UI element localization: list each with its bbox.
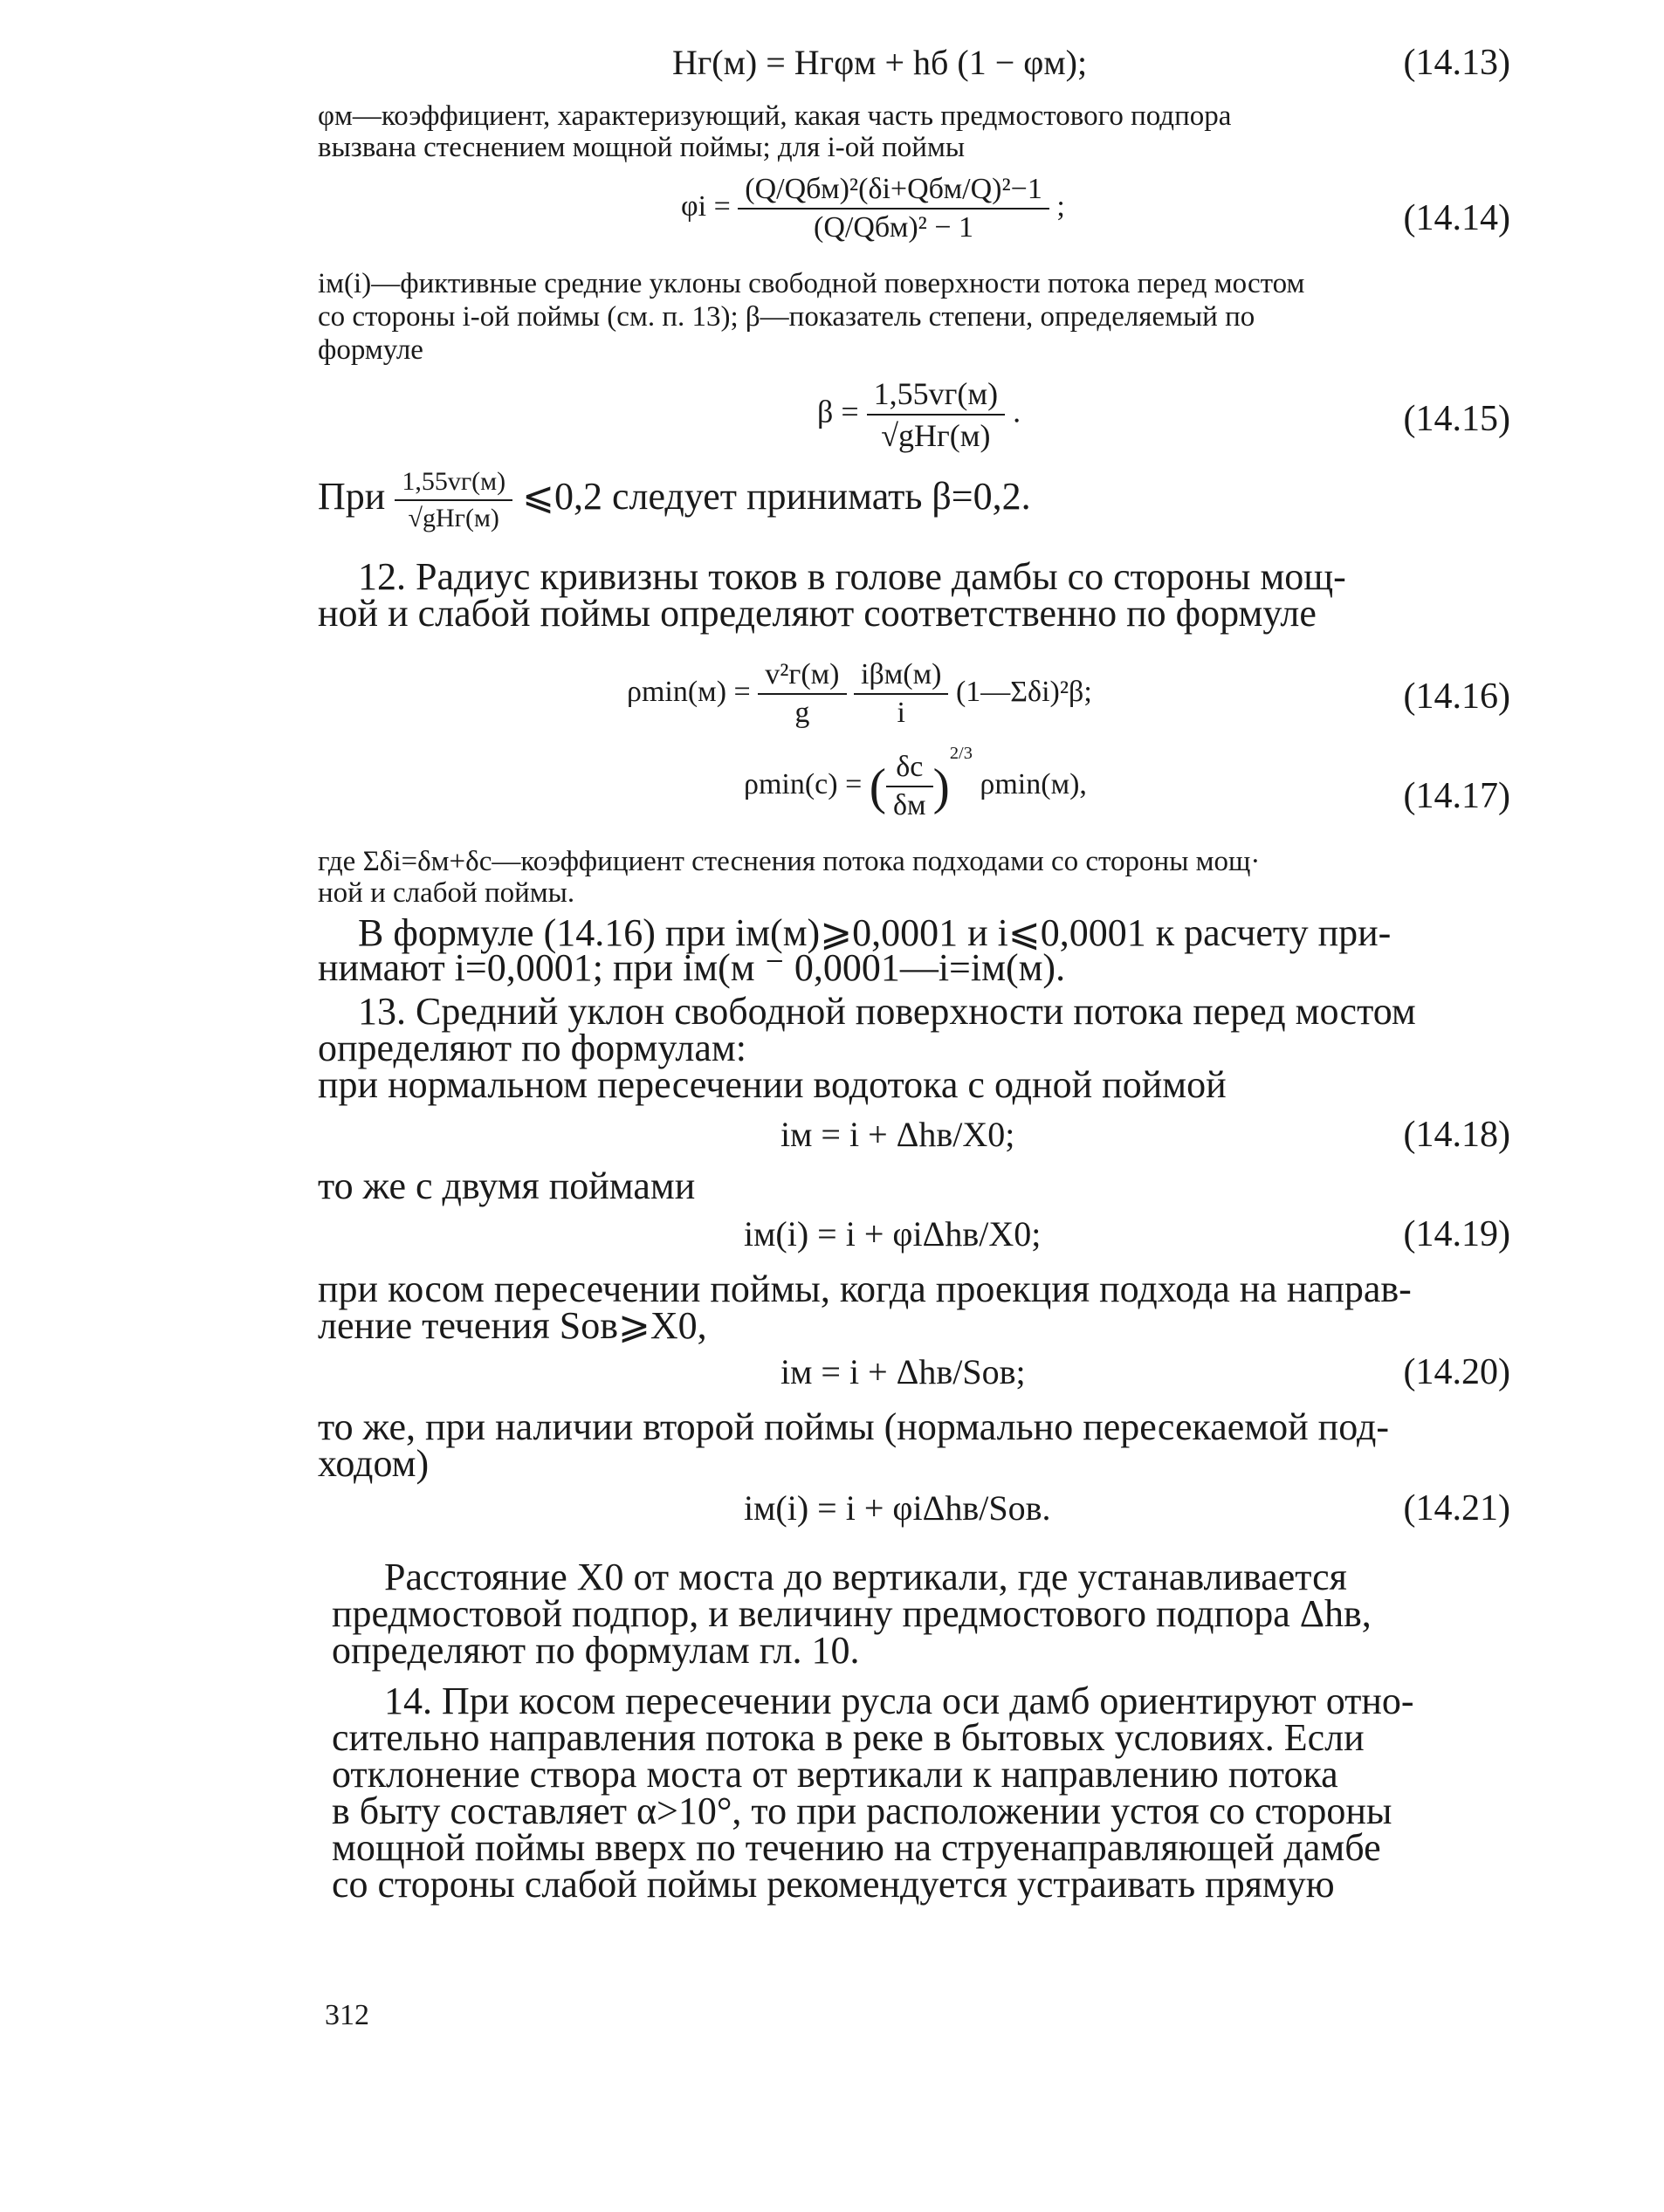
equation-14-20: iм = i + Δhв/Sов; xyxy=(780,1352,1026,1391)
text-line: вызвана стеснением мощной поймы; для i-ой поймы xyxy=(318,132,966,163)
paragraph-line: ходом) xyxy=(318,1442,430,1485)
equation-number: (14.20) xyxy=(1403,1352,1510,1392)
paragraph-line: определяют по формулам: xyxy=(318,1027,746,1069)
paragraph-line: предмостовой подпор, и величину предмостового подпора Δhв, xyxy=(332,1592,1372,1635)
equation-number: (14.13) xyxy=(1403,43,1510,83)
text-line: то же с двумя поймами xyxy=(318,1164,696,1207)
fraction: $\frac{1,55vг(м)}{\text{√gHг(м)}}$ xyxy=(395,466,512,534)
fraction: $\frac{\text{(Q/Qбм)²(δi+Qбм/Q)²−1}}{\text{(Q/Qбм)² − 1}}$ xyxy=(738,173,1049,244)
equation-number: (14.19) xyxy=(1403,1214,1510,1254)
equation-number: (14.21) xyxy=(1403,1488,1510,1528)
equation-number: (14.17) xyxy=(1403,776,1510,816)
paragraph-line: при косом пересечении поймы, когда проекция подхода на направ- xyxy=(318,1267,1412,1310)
text-line: φм—коэффициент, характеризующий, какая часть предмостового подпора xyxy=(318,100,1232,132)
paragraph-line: ление течения Sов⩾X0, xyxy=(318,1304,707,1347)
fraction: $\frac{\delta c}{\delta м}$ xyxy=(886,751,933,822)
paragraph-line: 13. Средний уклон свободной поверхности потока перед мостом xyxy=(358,990,1416,1033)
equation-14-19: iм(i) = i + φiΔhв/X0; xyxy=(744,1214,1042,1254)
paragraph-line: со стороны слабой поймы рекомендуется устраивать прямую xyxy=(332,1863,1335,1906)
text-line: iм(i)—фиктивные средние уклоны свободной поверхности потока перед мостом xyxy=(318,268,1305,299)
equation-14-14: φi = $\frac{\text{(Q/Qбм)²(δi+Qбм/Q)²−1}}{\text{(Q/Qбм)² − 1}}$ ; xyxy=(681,173,1065,244)
fraction: $\frac{1,55vг(м)}{\text{√gHг(м)}}$ xyxy=(867,375,1006,454)
equation-14-13: Hг(м) = Hгφм + hб (1 − φм); xyxy=(672,43,1088,82)
equation-14-17: ρmin(c) = ( $\frac{\delta c}{\delta м}$ )$^{2/3}$ ρmin(м), xyxy=(744,744,1087,822)
paragraph-line: 14. При косом пересечении русла оси дамб ориентируют отно- xyxy=(384,1680,1414,1722)
paragraph-line: сительно направления потока в реке в бытовых условиях. Если xyxy=(332,1716,1365,1759)
equation-14-18: iм = i + Δhв/X0; xyxy=(780,1115,1015,1154)
paragraph-line: в быту составляет α>10°, то при расположении устоя со стороны xyxy=(332,1790,1392,1832)
equation-number: (14.15) xyxy=(1403,399,1510,439)
equation-number: (14.14) xyxy=(1403,198,1510,238)
paragraph-line: определяют по формулам гл. 10. xyxy=(332,1629,860,1672)
equation-14-15: β = $\frac{1,55vг(м)}{\text{√gHг(м)}}$ . xyxy=(817,376,1021,453)
paragraph-line: Расстояние X0 от моста до вертикали, где устанавливается xyxy=(384,1556,1347,1598)
fraction: $\frac{\text{iβм(м)}}{i}$ xyxy=(854,658,948,730)
paragraph-line: отклонение створа моста от вертикали к направлению потока xyxy=(332,1753,1338,1796)
equation-14-21: iм(i) = i + φiΔhв/Sов. xyxy=(744,1488,1051,1528)
paragraph-line: мощной поймы вверх по течению на струенаправляющей дамбе xyxy=(332,1826,1381,1869)
equation-number: (14.16) xyxy=(1403,677,1510,717)
text-line: со стороны i-ой поймы (см. п. 13); β—показатель степени, определяемый по xyxy=(318,301,1255,333)
paragraph-line: ной и слабой поймы определяют соответственно по формуле xyxy=(318,592,1317,635)
page-number: 312 xyxy=(325,1999,369,2031)
equation-number: (14.18) xyxy=(1403,1115,1510,1155)
paragraph-line: то же, при наличии второй поймы (нормально пересекаемой под- xyxy=(318,1405,1389,1448)
text-line: где Σδi=δм+δc—коэффициент стеснения потока подходами со стороны мощ· xyxy=(318,846,1261,877)
text-line: ной и слабой поймы. xyxy=(318,877,575,909)
fraction: $\frac{\text{v²г(м)}}{g}$ xyxy=(758,658,846,730)
paragraph-line: нимают i=0,0001; при iм(м ⁻ 0,0001—i=iм(м). xyxy=(318,946,1066,989)
text-line: формуле xyxy=(318,334,423,366)
paragraph-line: при нормальном пересечении водотока с одной поймой xyxy=(318,1063,1227,1106)
paragraph-line: В формуле (14.16) при iм(м)⩾0,0001 и i⩽0,0001 к расчету при- xyxy=(358,911,1392,954)
paragraph-line: 12. Радиус кривизны токов в голове дамбы со стороны мощ- xyxy=(358,555,1346,598)
condition-line: При $\frac{1,55vг(м)}{\text{√gHг(м)}}$ ⩽0,2 следует принимать β=0,2. xyxy=(318,467,1031,532)
equation-14-16: ρmin(м) = $\frac{\text{v²г(м)}}{g}$ $\frac{\text{iβм(м)}}{i}$ (1—Σδi)²β; xyxy=(627,658,1092,729)
